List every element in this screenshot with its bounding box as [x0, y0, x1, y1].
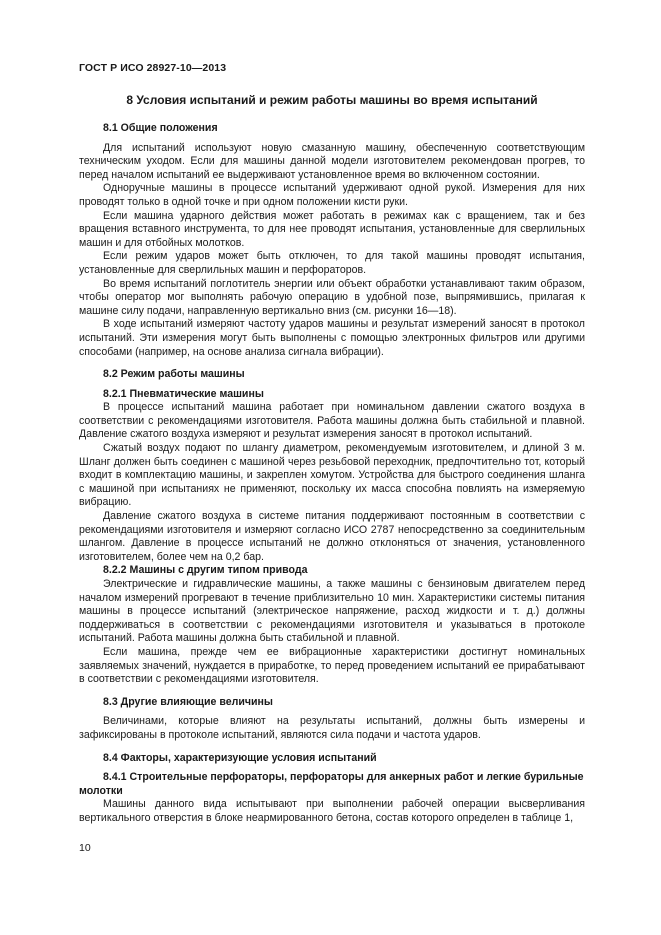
paragraph: Машины данного вида испытывают при выполнении рабочей операции высверливания вертикального отверстия в блоке неармированного бетона, состав которого определен в таблице 1, — [79, 798, 585, 824]
subsection-8-1-title: 8.1 Общие положения — [103, 122, 218, 134]
paragraph: В ходе испытаний измеряют частоту ударов машины и результат измерений заносят в протокол испытаний. Эти измерения могут быть выполнены с помощью электронных фильтров или другими способами (например, на основе анализа сигнала вибрации). — [79, 318, 585, 358]
paragraph: Сжатый воздух подают по шлангу диаметром, рекомендуемым изготовителем, и длиной 3 м. Шланг должен быть соединен с машиной через резьбовой переходник, предпочтительно тот, который входит в комплектацию машины, и закреплен хомутом. Устройства для быстрого соединения шланга с машиной при испытаниях не применяют, поскольку их масса способна повлиять на измеряемую вибрацию. — [79, 442, 585, 509]
paragraph: Величинами, которые влияют на результаты испытаний, должны быть измерены и зафиксированы в протоколе испытаний, являются сила подачи и частота ударов. — [79, 715, 585, 741]
paragraph: В процессе испытаний машина работает при номинальном давлении сжатого воздуха в соответствии с рекомендациями изготовителя. Работа машины должна быть стабильной и плавной. Давление сжатого воздуха измеряют и результат измерения заносят в протокол испытаний. — [79, 401, 585, 441]
paragraph: Электрические и гидравлические машины, а также машины с бензиновым двигателем перед началом измерений прогревают в течение приблизительно 10 мин. Характеристики системы питания машины в процессе испытаний (электрическое напряжение, расход жидкости и т. д.) должны поддерживаться в соответствии с рекомендациями изготовителя и указываться в протоколе испытаний. Работа машины должна быть стабильной и плавной. — [79, 578, 585, 645]
paragraph: Одноручные машины в процессе испытаний удерживают одной рукой. Измерения для них проводят только в одной точке и при одном положении кисти руки. — [79, 182, 585, 208]
section-8-title: 8 Условия испытаний и режим работы машины во время испытаний — [126, 93, 538, 107]
paragraph: Если машина ударного действия может работать в режимах как с вращением, так и без вращения вставного инструмента, то для нее проводят испытания, установленные для сверлильных машин и для отбойных молотков. — [79, 209, 585, 249]
subsection-8-4-1-title: 8.4.1 Строительные перфораторы, перфораторы для анкерных работ и легкие бурильные молотки — [79, 771, 584, 797]
paragraph: Во время испытаний поглотитель энергии или объект обработки устанавливают таким образом, чтобы оператор мог выполнять рабочую операцию в удобной позе, выпрямившись, прилагая к машине силу подачи, направленную вертикально вниз (см. рисунки 16—18). — [79, 277, 585, 317]
subsection-8-3-title: 8.3 Другие влияющие величины — [103, 695, 273, 708]
paragraph: Если режим ударов может быть отключен, то для такой машины проводят испытания, установленные для сверлильных машин и перфораторов. — [79, 250, 585, 276]
subsection-8-2-2-title: 8.2.2 Машины с другим типом привода — [103, 564, 308, 577]
page-content — [79, 93, 585, 826]
document-code-header: ГОСТ Р ИСО 28927-10—2013 — [79, 62, 227, 74]
subsection-8-2-title: 8.2 Режим работы машины — [103, 368, 245, 381]
page-number: 10 — [79, 842, 91, 854]
subsection-8-2-1-title: 8.2.1 Пневматические машины — [103, 387, 264, 400]
paragraph: Для испытаний используют новую смазанную машину, обеспеченную соответствующим техническим уходом. Если для машины данной модели изготовителем рекомендован прогрев, то перед началом испытаний ее выдерживают установленное время во включенном состоянии. — [79, 141, 585, 181]
subsection-8-4-title: 8.4 Факторы, характеризующие условия испытаний — [103, 751, 377, 764]
paragraph: Давление сжатого воздуха в системе питания поддерживают постоянным в соответствии с рекомендациями изготовителя и измеряют согласно ИСО 2787 непосредственно за соединительным шлангом. Давление в процессе испытаний не должно отклоняться от значения, установленного изготовителем, более чем на 0,2 бар. — [79, 510, 585, 563]
paragraph: Если машина, прежде чем ее вибрационные характеристики достигнут номинальных заявляемых значений, нуждается в приработке, то перед проведением испытаний ее прирабатывают в соответствии с рекомендациями изготовителя. — [79, 645, 585, 686]
